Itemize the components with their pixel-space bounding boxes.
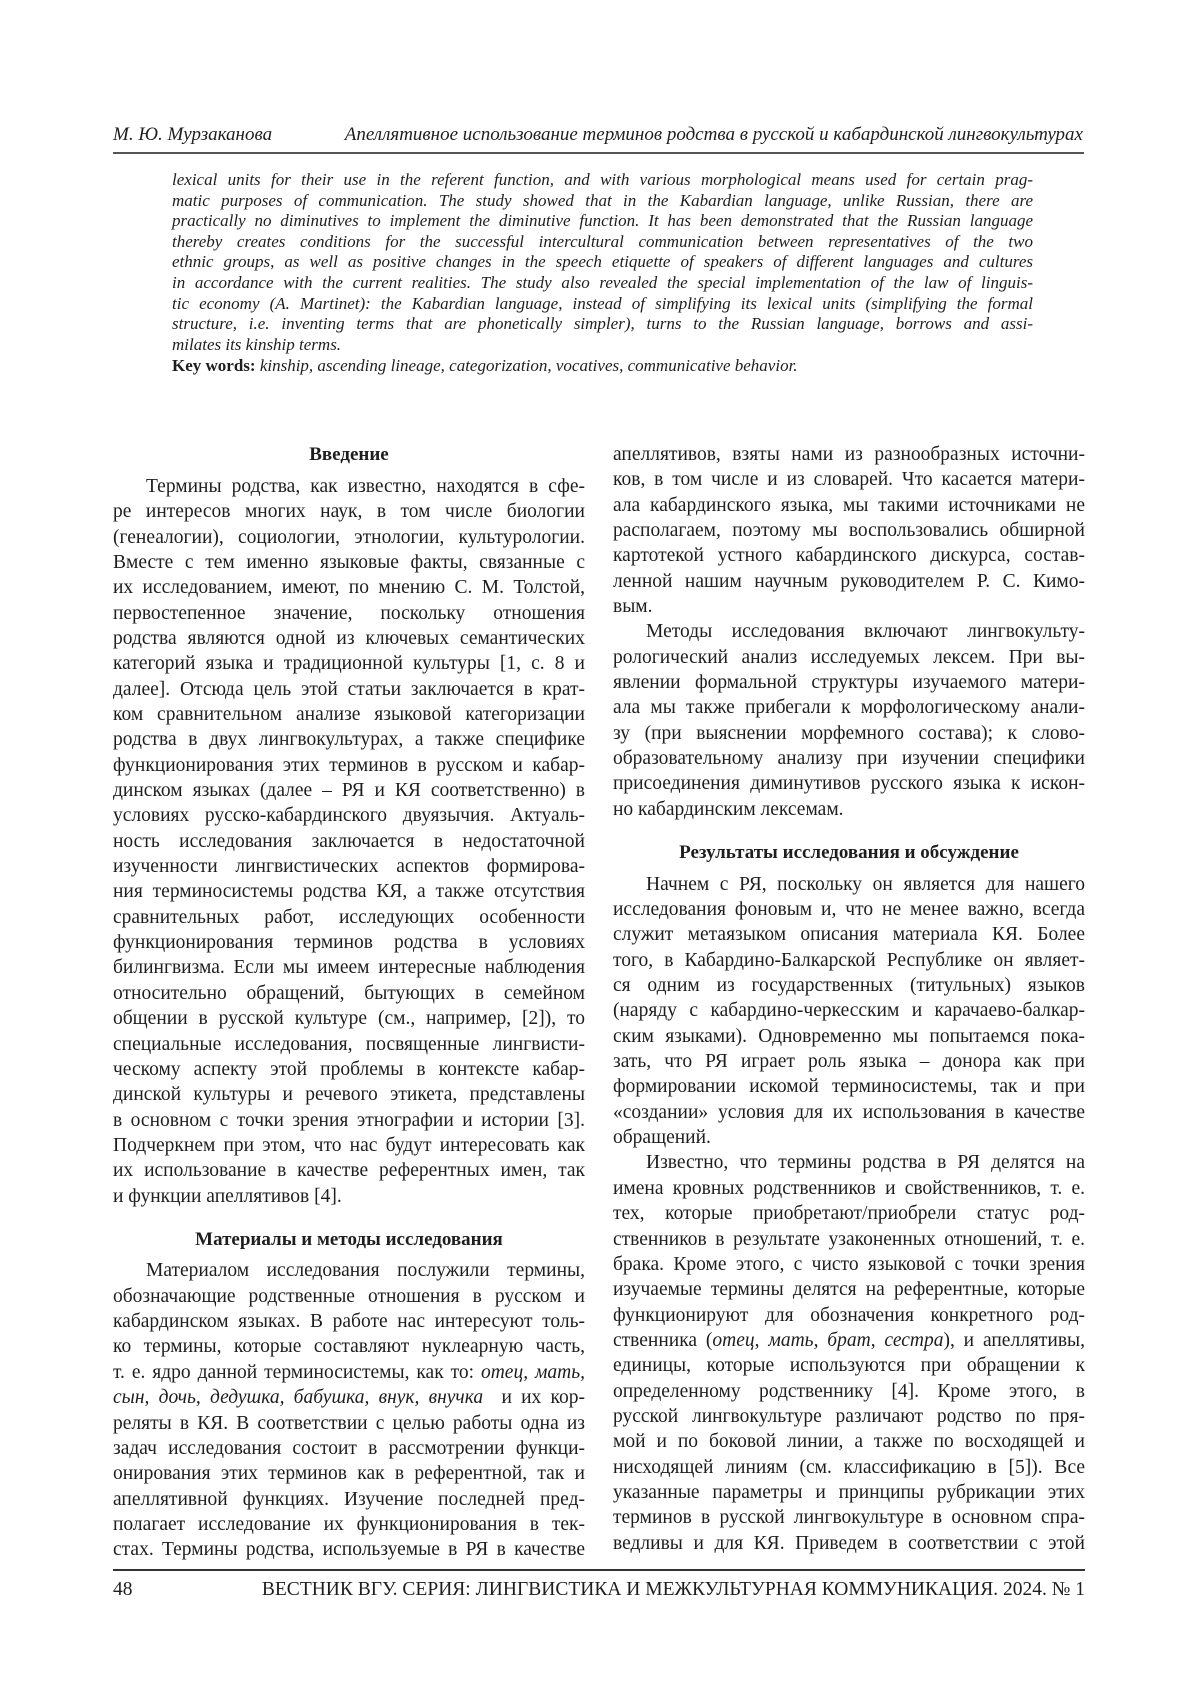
text-line: единицы, которые используются при обращении к bbox=[613, 1353, 1085, 1378]
right-column bbox=[613, 442, 1085, 1556]
text-line: их исследованием, имеют, по мнению С. М. Толстой, bbox=[113, 575, 585, 600]
text-line: ре интересов многих наук, в том числе биологии bbox=[113, 499, 585, 524]
italic-term: мать bbox=[768, 1330, 813, 1351]
text-line: но кабардинским лексемам. bbox=[613, 797, 1085, 822]
italic-term: сестра bbox=[884, 1330, 943, 1351]
abstract-line: structure, i.e. inventing terms that are phonetically simpler), turns to the Russian language, borrows and assi- bbox=[172, 314, 1033, 335]
text-line: вым. bbox=[613, 594, 1085, 619]
journal-title: ВЕСТНИК ВГУ. СЕРИЯ: ЛИНГВИСТИКА И МЕЖКУЛЬТУРНАЯ КОММУНИКАЦИЯ. 2024. № 1 bbox=[262, 1577, 1085, 1603]
text-line: ков, в том числе и из словарей. Что касается матери- bbox=[613, 467, 1085, 492]
text-line bbox=[113, 1360, 585, 1385]
text-line: условиях русско-кабардинского двуязычия. Актуаль- bbox=[113, 803, 585, 828]
text-line: онирования этих терминов как в референтной, так и bbox=[113, 1461, 585, 1486]
text-line: ность исследования заключается в недостаточной bbox=[113, 829, 585, 854]
text-line: исследования фоновым и, что не менее важно, всегда bbox=[613, 897, 1085, 922]
text-line: стах. Термины родства, используемые в РЯ в качестве bbox=[113, 1537, 585, 1562]
section-heading: Материалы и методы исследования bbox=[113, 1227, 585, 1252]
text-segment: т. е. ядро данной терминосистемы, как то: bbox=[113, 1362, 481, 1383]
text-line: общении в русской культуре (см., например, [2]), то bbox=[113, 1006, 585, 1031]
text-line: реляты в КЯ. В соответствии с целью работы одна из bbox=[113, 1411, 585, 1436]
header-title: Апеллятивное использование терминов родства в русской и кабардинской лингвокультурах bbox=[345, 122, 1083, 148]
section-heading: Результаты исследования и обсуждение bbox=[613, 840, 1085, 865]
text-line: ся одним из государственных (титульных) языков bbox=[613, 973, 1085, 998]
text-segment: , bbox=[814, 1330, 828, 1351]
text-line: формировании искомой терминосистемы, так и при bbox=[613, 1074, 1085, 1099]
italic-term: отец, мать, bbox=[481, 1362, 585, 1383]
text-line: кабардинском языках. В работе нас интересуют толь- bbox=[113, 1309, 585, 1334]
text-line: ведливы и для КЯ. Приведем в соответствии с этой bbox=[613, 1531, 1085, 1556]
text-line: русской лингвокультуре различают родство по пря- bbox=[613, 1404, 1085, 1429]
text-line: задач исследования состоит в рассмотрении функци- bbox=[113, 1436, 585, 1461]
text-line: Материалом исследования послужили термины, bbox=[113, 1258, 585, 1283]
text-line: сравнительных работ, исследующих особенности bbox=[113, 905, 585, 930]
text-line bbox=[113, 1385, 585, 1410]
text-line: мой и по боковой линии, а также по восходящей и bbox=[613, 1429, 1085, 1454]
text-line: ленной нашим научным руководителем Р. С. Кимо- bbox=[613, 569, 1085, 594]
text-line: ала кабардинского языка, мы такими источниками не bbox=[613, 493, 1085, 518]
text-line: функционирования этих терминов в русском и кабар- bbox=[113, 753, 585, 778]
left-column bbox=[113, 442, 585, 1563]
text-line: (наряду с кабардино-черкесским и карачаево-балкар- bbox=[613, 998, 1085, 1023]
text-line: брака. Кроме этого, с чисто языковой с точки зрения bbox=[613, 1252, 1085, 1277]
text-line: определенному родственнику [4]. Кроме этого, в bbox=[613, 1379, 1085, 1404]
text-line: функционируют для обозначения конкретного род- bbox=[613, 1303, 1085, 1328]
text-line: ственников в результате узаконенных отношений, т. е. bbox=[613, 1227, 1085, 1252]
text-line: изучаемые термины делятся на референтные, которые bbox=[613, 1277, 1085, 1302]
text-line: располагаем, поэтому мы воспользовались обширной bbox=[613, 518, 1085, 543]
abstract-line: milates its kinship terms. bbox=[172, 335, 1033, 356]
text-line: терминов в русской лингвокультуре в основном спра- bbox=[613, 1505, 1085, 1530]
footer-divider bbox=[113, 1569, 1085, 1571]
section-heading: Введение bbox=[113, 442, 585, 467]
text-line: тех, которые приобретают/приобрели статус род- bbox=[613, 1201, 1085, 1226]
text-line: Методы исследования включают лингвокульту- bbox=[613, 619, 1085, 644]
text-line: далее]. Отсюда цель этой статьи заключается в крат- bbox=[113, 677, 585, 702]
text-line: родства в двух лингвокультурах, а также специфике bbox=[113, 727, 585, 752]
text-segment: ственника ( bbox=[613, 1330, 712, 1351]
running-footer bbox=[113, 1577, 1085, 1603]
text-line: нисходящей линиям (см. классификацию в [5]). Все bbox=[613, 1455, 1085, 1480]
italic-term: отец bbox=[712, 1330, 754, 1351]
text-line: динской культуры и речевого этикета, представлены bbox=[113, 1082, 585, 1107]
abstract-line: ethnic groups, as well as positive changes in the speech etiquette of speakers of different languages and cultures bbox=[172, 252, 1033, 273]
text-line: изученности лингвистических аспектов формирова- bbox=[113, 854, 585, 879]
text-line: ским языками). Одновременно мы попытаемся пока- bbox=[613, 1024, 1085, 1049]
header-author: М. Ю. Мурзаканова bbox=[113, 122, 272, 148]
header-divider bbox=[113, 152, 1084, 154]
text-segment: и их кор- bbox=[483, 1387, 585, 1408]
text-line: образовательному анализу при изучении специфики bbox=[613, 746, 1085, 771]
text-line: Вместе с тем именно языковые факты, связанные с bbox=[113, 550, 585, 575]
text-line: ком сравнительном анализе языковой категоризации bbox=[113, 702, 585, 727]
text-line: Термины родства, как известно, находятся в сфе- bbox=[113, 474, 585, 499]
abstract bbox=[172, 170, 1033, 377]
text-line: апеллятивов, взяты нами из разнообразных источни- bbox=[613, 442, 1085, 467]
text-segment: ), и апеллятивы, bbox=[943, 1330, 1085, 1351]
text-line: в основном с точки зрения этнографии и истории [3]. bbox=[113, 1108, 585, 1133]
text-line: явлении формальной структуры изучаемого матери- bbox=[613, 670, 1085, 695]
text-line: обозначающие родственные отношения в русском и bbox=[113, 1284, 585, 1309]
text-line: функционирования терминов родства в условиях bbox=[113, 930, 585, 955]
text-line: обращений. bbox=[613, 1125, 1085, 1150]
text-line: зу (при выяснении морфемного состава); к слово- bbox=[613, 721, 1085, 746]
keywords-label: Key words: bbox=[172, 356, 256, 375]
text-line: Подчеркнем при этом, что нас будут интересовать как bbox=[113, 1133, 585, 1158]
keywords-text: kinship, ascending lineage, categorization, vocatives, communicative behavior. bbox=[260, 356, 798, 375]
text-line: того, в Кабардино-Балкарской Республике он являет- bbox=[613, 948, 1085, 973]
text-line: билингвизма. Если мы имеем интересные наблюдения bbox=[113, 955, 585, 980]
text-line: Начнем с РЯ, поскольку он является для нашего bbox=[613, 872, 1085, 897]
text-line: полагает исследование их функционирования в тек- bbox=[113, 1512, 585, 1537]
text-line: «создании» условия для их использования в качестве bbox=[613, 1100, 1085, 1125]
text-line: имена кровных родственников и свойственников, т. е. bbox=[613, 1176, 1085, 1201]
text-line: служит метаязыком описания материала КЯ. Более bbox=[613, 922, 1085, 947]
text-line: (генеалогии), социологии, этнологии, культурологии. bbox=[113, 525, 585, 550]
text-line: ния терминосистемы родства КЯ, а также отсутствия bbox=[113, 879, 585, 904]
text-line: категорий языка и традиционной культуры [1, с. 8 и bbox=[113, 651, 585, 676]
abstract-line: in accordance with the current realities. The study also revealed the special implementation of the law of linguis- bbox=[172, 273, 1033, 294]
text-line: картотекой устного кабардинского дискурса, состав- bbox=[613, 543, 1085, 568]
text-line: ко термины, которые составляют нуклеарную часть, bbox=[113, 1334, 585, 1359]
text-line: и функции апеллятивов [4]. bbox=[113, 1184, 585, 1209]
text-line: Известно, что термины родства в РЯ делятся на bbox=[613, 1150, 1085, 1175]
text-line: специальные исследования, посвященные лингвисти- bbox=[113, 1032, 585, 1057]
text-line: зать, что РЯ играет роль языка – донора как при bbox=[613, 1049, 1085, 1074]
abstract-line: lexical units for their use in the referent function, and with various morphological means used for certain prag- bbox=[172, 170, 1033, 191]
text-line: указанные параметры и принципы рубрикации этих bbox=[613, 1480, 1085, 1505]
abstract-line: matic purposes of communication. The study showed that in the Kabardian language, unlike Russian, there are bbox=[172, 191, 1033, 212]
text-line: апеллятивной функциях. Изучение последней пред- bbox=[113, 1487, 585, 1512]
text-line: их использование в качестве референтных имен, так bbox=[113, 1158, 585, 1183]
page-number: 48 bbox=[113, 1577, 133, 1603]
abstract-line: tic economy (A. Martinet): the Kabardian language, instead of simplifying its lexical units (simplifying the formal bbox=[172, 294, 1033, 315]
italic-term: брат bbox=[827, 1330, 870, 1351]
text-segment: , bbox=[755, 1330, 769, 1351]
text-line: ческому аспекту этой проблемы в контексте кабар- bbox=[113, 1057, 585, 1082]
text-line: первостепенное значение, поскольку отношения bbox=[113, 601, 585, 626]
italic-term: сын, дочь, дедушка, бабушка, внук, внучка bbox=[113, 1387, 483, 1408]
text-line: ала мы также прибегали к морфологическому анали- bbox=[613, 695, 1085, 720]
running-header bbox=[113, 122, 1083, 148]
text-line: динском языках (далее – РЯ и КЯ соответственно) в bbox=[113, 778, 585, 803]
text-line: присоединения диминутивов русского языка к искон- bbox=[613, 771, 1085, 796]
abstract-line: thereby creates conditions for the successful intercultural communication between representatives of the two bbox=[172, 232, 1033, 253]
text-line: родства являются одной из ключевых семантических bbox=[113, 626, 585, 651]
text-segment: , bbox=[871, 1330, 885, 1351]
text-line: рологический анализ исследуемых лексем. При вы- bbox=[613, 645, 1085, 670]
text-line bbox=[613, 1328, 1085, 1353]
text-line: относительно обращений, бытующих в семейном bbox=[113, 981, 585, 1006]
abstract-line: practically no diminutives to implement the diminutive function. It has been demonstrated that the Russian language bbox=[172, 211, 1033, 232]
keywords bbox=[172, 356, 1033, 377]
